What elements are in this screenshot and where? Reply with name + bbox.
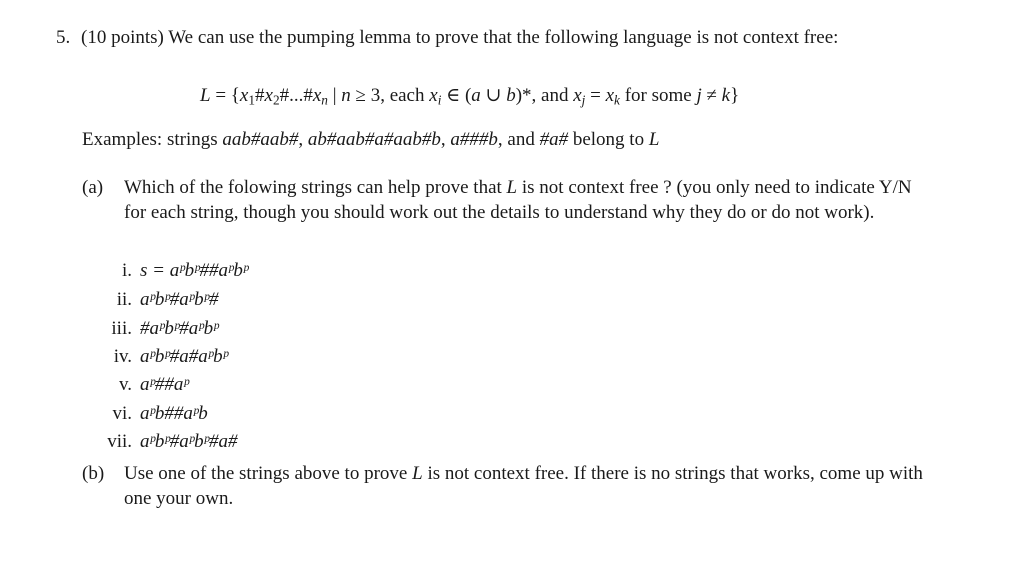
list-item-number: vi. (112, 403, 132, 424)
examples-tail: belong to (568, 129, 649, 150)
question-header-text: (10 points) We can use the pumping lemma to prove that the following language is not context free: (81, 27, 839, 48)
def-xj: x (573, 85, 582, 106)
example-string-2: ab#aab#a#aab#b (307, 129, 441, 150)
part-b-L: L (412, 463, 423, 484)
example-string-3: a###b (450, 129, 498, 150)
def-neq: ≠ (701, 85, 722, 106)
def-eq: = (585, 85, 606, 106)
question-number: 5. (56, 27, 71, 48)
part-a-label: (a) (82, 177, 104, 198)
part-a-text-3: for each string, though you should work out the details to understand why they do or do not work). (124, 202, 875, 223)
def-sub2: 2 (272, 92, 280, 108)
part-b-line-2 (124, 489, 233, 508)
def-xk: x (605, 85, 615, 106)
def-subj: j (581, 92, 586, 108)
def-xi: x (429, 85, 438, 106)
def-hash1: # (255, 85, 265, 106)
part-b-line-1 (82, 464, 923, 483)
list-item (92, 347, 228, 366)
part-b-label: (b) (82, 463, 105, 484)
def-subi: i (437, 92, 442, 108)
def-bar: | (327, 85, 342, 106)
part-a-line-2 (124, 203, 874, 222)
def-geq: ≥ 3, each (350, 85, 430, 106)
list-item (92, 261, 248, 280)
part-b-text-3: one your own. (124, 488, 234, 509)
def-x2: x (264, 85, 273, 106)
def-x1: x (239, 85, 249, 106)
def-lhs: L (200, 85, 211, 106)
examples-line (82, 130, 659, 149)
example-string-4: #a# (539, 129, 569, 150)
list-item (92, 404, 208, 423)
examples-comma-1: , (298, 129, 308, 150)
list-item-string: aᵖbᵖ#a#aᵖbᵖ (140, 346, 228, 367)
examples-and: , and (497, 129, 540, 150)
list-item-number: i. (121, 260, 132, 281)
part-a-line-1 (82, 178, 912, 197)
def-n: n (341, 85, 351, 106)
part-a-text-1: Which of the folowing strings can help prove that (124, 177, 507, 198)
def-xn: x (312, 85, 322, 106)
list-item-string: aᵖb##aᵖb (140, 403, 208, 424)
list-item-number: ii. (116, 289, 132, 310)
def-in: ∈ ( (441, 85, 472, 106)
def-subk: k (614, 92, 620, 108)
list-item-string: s = aᵖbᵖ##aᵖbᵖ (140, 260, 249, 281)
list-item-string: aᵖbᵖ#aᵖbᵖ# (140, 289, 219, 310)
def-set-close: } (730, 85, 740, 106)
examples-L: L (648, 129, 660, 150)
list-item-number: v. (118, 374, 132, 395)
part-b-text-2: is not context free. If there is no strings that works, come up with (422, 463, 923, 484)
list-item-string: #aᵖbᵖ#aᵖbᵖ (140, 318, 219, 339)
list-item (92, 319, 219, 338)
def-forsome: for some (619, 85, 697, 106)
part-a-text-2: is not context free ? (you only need to indicate Y/N (517, 177, 912, 198)
def-j: j (696, 85, 702, 106)
list-item-number: vii. (107, 431, 132, 452)
list-item (92, 290, 219, 309)
def-sub1: 1 (248, 92, 256, 108)
def-a: a (471, 85, 481, 106)
list-item (92, 375, 189, 394)
part-a-L: L (506, 177, 518, 198)
list-item-string: aᵖ##aᵖ (140, 374, 189, 395)
def-b: b (506, 85, 516, 106)
def-subn: n (321, 92, 328, 108)
examples-label: Examples: strings (82, 129, 223, 150)
list-item-number: iii. (111, 318, 132, 339)
list-item-number: iv. (113, 346, 132, 367)
example-string-1: aab#aab# (222, 129, 299, 150)
part-b-text-1: Use one of the strings above to prove (124, 463, 413, 484)
def-set-open: = { (215, 85, 240, 106)
def-ellipsis: #...# (279, 85, 313, 106)
def-cup: ∪ (480, 85, 507, 106)
language-definition (200, 85, 740, 108)
def-k: k (721, 85, 731, 106)
question-header (56, 28, 838, 47)
list-item-string: aᵖbᵖ#aᵖbᵖ#a# (140, 431, 238, 452)
list-item (92, 432, 238, 451)
def-star: )*, and (515, 85, 574, 106)
examples-comma-2: , (440, 129, 451, 150)
